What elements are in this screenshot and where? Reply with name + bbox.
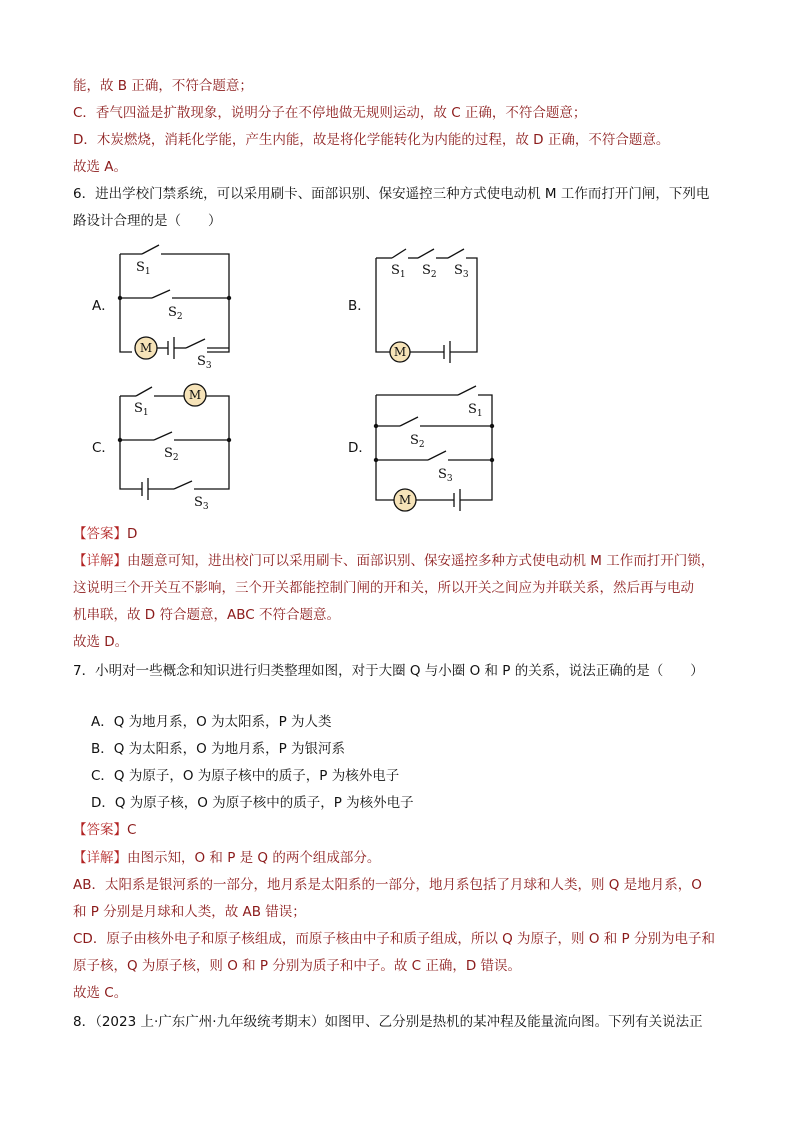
q6-option-c-label: C．: [92, 440, 115, 456]
svg-text:M: M: [398, 493, 412, 507]
q6-detail-line1: 【详解】由题意可知，进出校门可以采用刷卡、面部识别、保安遥控多种方式使电动机 M 工作而打开门锁，: [73, 553, 715, 569]
q7-stem: 7．小明对一些概念和知识进行归类整理如图，对于大圈 Q 与小圈 O 和 P 的关系，说法正确的是（ ）: [73, 663, 704, 679]
q6-stem-line2: 路设计合理的是（ ）: [73, 213, 222, 229]
svg-text:S1: $S_1$: [391, 263, 406, 280]
q6-detail-line2: 这说明三个开关互不影响，三个开关都能控制门闸的开和关，所以开关之间应为并联关系，然后再与电动: [73, 580, 694, 596]
svg-text:S3: $S_3$: [438, 467, 453, 484]
q8-stem: 8．（2023 上·广东广州·九年级统考期末）如图甲、乙分别是热机的某冲程及能量流向图。下列有关说法正: [73, 1014, 703, 1030]
q5-text-line: 能，故 B 正确，不符合题意；: [73, 78, 253, 94]
q6-answer: 【答案】D: [73, 526, 138, 542]
q7-cd-line1: CD．原子由核外电子和原子核组成，而原子核由中子和质子组成，所以 Q 为原子，则 O 和 P 分别为电子和: [73, 931, 715, 947]
circuit-diagram-b: [368, 240, 488, 370]
q7-ab-line1: AB．太阳系是银河系的一部分，地月系是太阳系的一部分，地月系包括了月球和人类，则 Q 是地月系，O: [73, 877, 702, 893]
q7-cd-line2: 原子核，Q 为原子核，则 O 和 P 分别为质子和中子。故 C 正确，D 错误。: [73, 958, 522, 974]
q6-option-d-label: D．: [348, 440, 372, 456]
q5-choose: 故选 A。: [73, 159, 128, 175]
svg-text:S2: $S_2$: [410, 433, 425, 450]
q6-option-b-label: B．: [348, 298, 371, 314]
q7-choose: 故选 C。: [73, 985, 128, 1001]
circuit-diagram-c: [112, 382, 242, 512]
q5-option-d-explanation: D．木炭燃烧，消耗化学能，产生内能，故是将化学能转化为内能的过程，故 D 正确，不符合题意。: [73, 132, 670, 148]
q7-option-a: A．Q 为地月系，O 为太阳系，P 为人类: [91, 714, 332, 730]
q7-option-c: C．Q 为原子，O 为原子核中的质子，P 为核外电子: [91, 768, 400, 784]
svg-text:S1: $S_1$: [468, 402, 483, 419]
svg-text:S3: $S_3$: [194, 495, 209, 512]
svg-text:S2: $S_2$: [168, 305, 183, 322]
svg-text:S2: $S_2$: [422, 263, 437, 280]
svg-text:S2: $S_2$: [164, 446, 179, 463]
q6-detail-line3: 机串联，故 D 符合题意，ABC 不符合题意。: [73, 607, 340, 623]
svg-text:S3: $S_3$: [197, 354, 212, 371]
q6-stem-line1: 6．进出学校门禁系统，可以采用刷卡、面部识别、保安遥控三种方式使电动机 M 工作而打开门闸，下列电: [73, 186, 710, 202]
motor-label: M: [139, 341, 153, 355]
q7-option-b: B．Q 为太阳系，O 为地月系，P 为银河系: [91, 741, 346, 757]
svg-text:S1: $S_1$: [136, 260, 151, 277]
q5-option-c-explanation: C．香气四溢是扩散现象，说明分子在不停地做无规则运动，故 C 正确，不符合题意；: [73, 105, 587, 121]
q6-option-a-label: A．: [92, 298, 115, 314]
svg-text:S1: $S_1$: [134, 401, 149, 418]
q7-option-d: D．Q 为原子核，O 为原子核中的质子，P 为核外电子: [91, 795, 414, 811]
svg-text:M: M: [188, 388, 202, 402]
circuit-diagram-d: [368, 378, 508, 518]
svg-text:S3: $S_3$: [454, 263, 469, 280]
svg-text:M: M: [393, 345, 407, 359]
q6-choose: 故选 D。: [73, 634, 129, 650]
circuit-diagram-a: [112, 240, 242, 370]
q7-ab-line2: 和 P 分别是月球和人类，故 AB 错误；: [73, 904, 306, 920]
q7-answer: 【答案】C: [73, 822, 137, 838]
q7-detail-line1: 【详解】由图示知，O 和 P 是 Q 的两个组成部分。: [73, 850, 381, 866]
